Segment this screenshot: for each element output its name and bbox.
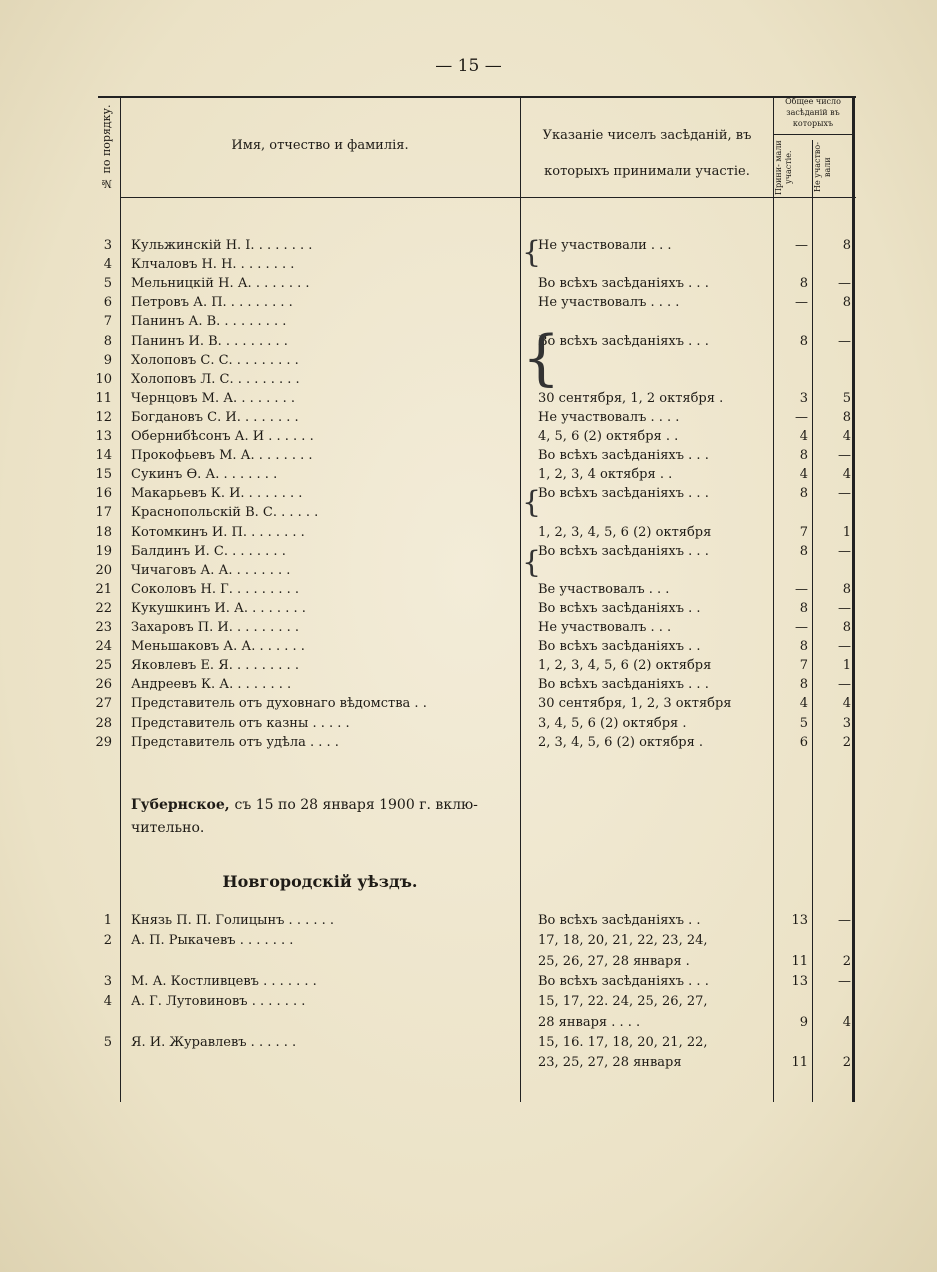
table-row [0, 599, 937, 618]
brace: { [522, 235, 542, 270]
participated-count: 3 [799, 390, 808, 406]
table-row [0, 255, 937, 274]
session-dates: Во всѣхъ засѣданіяхъ . . . [538, 448, 709, 464]
participated-count: 11 [791, 953, 808, 969]
person-name: Чичаговъ А. А. . . . . . . . [131, 562, 291, 578]
not-participated-count: 1 [842, 658, 851, 674]
not-participated-count: — [838, 973, 851, 989]
not-participated-count: — [838, 677, 851, 693]
session-dates: Во всѣхъ засѣданіяхъ . . . [538, 677, 709, 693]
person-name: Котомкинъ И. П. . . . . . . . [131, 524, 305, 540]
session-dates: Не участвовалъ . . . . [538, 295, 680, 311]
district-heading: Новгородскій уѣздъ. [222, 872, 418, 891]
row-number: 27 [95, 696, 112, 712]
person-name: Холоповъ Л. С. . . . . . . . . [131, 371, 300, 387]
table-row [0, 580, 937, 599]
section-rest: съ 15 по 28 января 1900 г. вклю- [234, 797, 478, 813]
table-row [0, 427, 937, 446]
person-name: Прокофьевъ М. А. . . . . . . . [131, 448, 313, 464]
header-sub-rule [773, 134, 853, 135]
header-name: Имя, отчество и фамилія. [231, 138, 409, 153]
participated-count: 8 [799, 677, 808, 693]
not-participated-count: 4 [842, 429, 851, 444]
participated-count: 5 [799, 715, 808, 731]
session-dates: Не участвовали . . . [538, 238, 672, 253]
not-participated-count: 8 [842, 620, 851, 635]
table-row [0, 952, 937, 971]
table-row [0, 911, 937, 930]
row-number: 22 [95, 600, 112, 616]
session-dates: 30 сентября, 1, 2, 3 октября [538, 696, 732, 712]
row-number: 17 [95, 505, 112, 521]
participated-count: 8 [799, 333, 808, 349]
session-dates: 3, 4, 5, 6 (2) октября . [538, 715, 687, 731]
not-participated-count: 5 [842, 390, 851, 406]
row-number: 18 [95, 524, 112, 540]
table-row [0, 332, 937, 351]
session-dates: 1, 2, 3, 4, 5, 6 (2) октября [538, 658, 712, 674]
row-number: 6 [103, 295, 112, 311]
session-dates: Во всѣхъ засѣданіяхъ . . . [538, 276, 709, 292]
participated-count: 8 [799, 600, 808, 616]
person-name: Соколовъ Н. Г. . . . . . . . . [131, 581, 299, 597]
participated-count: 8 [799, 276, 808, 292]
session-dates: Не участвовалъ . . . . [538, 409, 680, 425]
session-dates: Ве участвовалъ . . . [538, 581, 670, 597]
person-name: Представитель отъ казны . . . . . [131, 715, 350, 731]
person-name: Клчаловъ Н. Н. . . . . . . . [131, 257, 295, 273]
person-name: А. Г. Лутовиновъ . . . . . . . [131, 994, 306, 1010]
row-number: 20 [95, 562, 112, 578]
participated-count: 4 [799, 467, 808, 483]
person-name: Петровъ А. П. . . . . . . . . [131, 295, 293, 311]
not-participated-count: — [838, 333, 851, 349]
header-bottom-rule [120, 197, 856, 198]
session-dates: Во всѣхъ засѣданіяхъ . . [538, 639, 701, 655]
table-row [0, 992, 937, 1011]
row-number: 14 [95, 448, 112, 464]
row-number: 13 [95, 429, 112, 444]
not-participated-count: 8 [842, 295, 851, 311]
header-total: Общее число засѣданій въ которыхъ [785, 97, 841, 128]
header-dates-line: которыхъ принимали участіе. [544, 164, 750, 179]
not-participated-count: — [838, 543, 851, 559]
session-dates: Во всѣхъ засѣданіяхъ . . . [538, 486, 709, 502]
person-name: Кукушкинъ И. А. . . . . . . . [131, 600, 306, 616]
row-number: 11 [95, 390, 112, 406]
session-dates: 15, 16. 17, 18, 20, 21, 22, [538, 1034, 708, 1050]
row-number: 15 [95, 467, 112, 483]
row-number: 19 [95, 543, 112, 559]
person-name: Сукинъ Ѳ. А. . . . . . . . [131, 467, 278, 483]
row-number: 21 [95, 581, 112, 597]
not-participated-count: — [838, 913, 851, 928]
table-row [0, 408, 937, 427]
table-row [0, 931, 937, 950]
not-participated-count: — [838, 486, 851, 502]
participated-count: 4 [799, 429, 808, 444]
participated-count: 9 [799, 1014, 808, 1030]
row-number: 2 [103, 933, 112, 949]
person-name: А. П. Рыкачевъ . . . . . . . [131, 933, 294, 949]
session-dates: Во всѣхъ засѣданіяхъ . . . [538, 543, 709, 559]
section-bold: Губернское, [131, 797, 230, 813]
header-dates-line: Указаніе чиселъ засѣданій, въ [542, 128, 752, 143]
table-row [0, 236, 937, 255]
not-participated-count: — [838, 276, 851, 292]
row-number: 5 [103, 1034, 112, 1050]
not-participated-count: 4 [842, 1014, 851, 1030]
not-participated-count: 4 [842, 696, 851, 712]
row-number: 4 [103, 994, 112, 1010]
table-row [0, 656, 937, 675]
person-name: Представитель отъ удѣла . . . . [131, 734, 339, 750]
not-participated-count: 2 [842, 734, 851, 750]
participated-count: 7 [799, 524, 808, 540]
person-name: Панинъ А. В. . . . . . . . . [131, 314, 287, 330]
person-name: Балдинъ И. С. . . . . . . . [131, 543, 286, 559]
table-row [0, 675, 937, 694]
not-participated-count: — [838, 639, 851, 655]
session-dates: 17, 18, 20, 21, 22, 23, 24, [538, 933, 708, 949]
person-name: Чернцовъ М. А. . . . . . . . [131, 390, 296, 406]
header-not-participated: Не участво- вали [813, 142, 832, 193]
row-number: 25 [95, 658, 112, 674]
participated-count: 4 [799, 696, 808, 712]
row-number: 5 [103, 276, 112, 292]
not-participated-count: 8 [842, 238, 851, 253]
participated-count: 13 [791, 913, 808, 928]
participated-count: 8 [799, 543, 808, 559]
row-number: 7 [103, 314, 112, 330]
table-row [0, 351, 937, 370]
session-dates: 1, 2, 3, 4, 5, 6 (2) октября [538, 524, 712, 540]
table-row [0, 370, 937, 389]
person-name: М. А. Костливцевъ . . . . . . . [131, 973, 317, 989]
session-dates: Во всѣхъ засѣданіяхъ . . [538, 600, 701, 616]
row-number: 1 [103, 913, 112, 928]
participated-count: 8 [799, 486, 808, 502]
participated-count: 6 [799, 734, 808, 750]
not-participated-count: 2 [842, 953, 851, 969]
table-row [0, 1013, 937, 1032]
participated-count: — [795, 581, 808, 597]
row-number: 29 [95, 734, 112, 750]
session-dates: Во всѣхъ засѣданіяхъ . . . [538, 333, 709, 349]
participated-count: — [795, 409, 808, 425]
header-participated: Прини- мали участіе. [774, 140, 793, 195]
participated-count: — [795, 238, 808, 253]
row-number: 3 [103, 973, 112, 989]
not-participated-count: 1 [842, 524, 851, 540]
person-name: Богдановъ С. И. . . . . . . . [131, 409, 299, 425]
header-number: № по порядку. [100, 104, 113, 191]
row-number: 16 [95, 486, 112, 502]
section-heading [131, 797, 478, 813]
not-participated-count: 4 [842, 467, 851, 483]
not-participated-count: 3 [842, 715, 851, 731]
participated-count: 8 [799, 639, 808, 655]
page-number: — 15 — [435, 56, 502, 76]
table-row [0, 637, 937, 656]
row-number: 24 [95, 639, 112, 655]
table-row [0, 618, 937, 637]
table-row [0, 1053, 937, 1072]
table-row [0, 293, 937, 312]
session-dates: 30 сентября, 1, 2 октября . [538, 390, 724, 406]
row-number: 10 [95, 371, 112, 387]
session-dates: 1, 2, 3, 4 октября . . [538, 467, 673, 483]
person-name: Меньшаковъ А. А. . . . . . . [131, 639, 305, 655]
table-row [0, 694, 937, 713]
not-participated-count: 8 [842, 409, 851, 425]
row-number: 26 [95, 677, 112, 693]
row-number: 23 [95, 620, 112, 635]
not-participated-count: — [838, 448, 851, 464]
participated-count: — [795, 620, 808, 635]
not-participated-count: — [838, 600, 851, 616]
row-number: 12 [95, 409, 112, 425]
row-number: 4 [103, 257, 112, 273]
table-row [0, 523, 937, 542]
table-row [0, 561, 937, 580]
session-dates: Во всѣхъ засѣданіяхъ . . . [538, 973, 709, 989]
not-participated-count: 2 [842, 1055, 851, 1071]
session-dates: 25, 26, 27, 28 января . [538, 953, 690, 969]
person-name: Представитель отъ духовнаго вѣдомства . . [131, 696, 427, 712]
person-name: Панинъ И. В. . . . . . . . . [131, 333, 288, 349]
session-dates: 2, 3, 4, 5, 6 (2) октября . [538, 734, 704, 750]
brace: { [522, 545, 542, 580]
table-row [0, 484, 937, 503]
person-name: Андреевъ К. А. . . . . . . . [131, 677, 292, 693]
table-row [0, 503, 937, 522]
participated-count: 7 [799, 658, 808, 674]
brace: { [522, 323, 561, 393]
row-number: 28 [95, 715, 112, 731]
table-row [0, 714, 937, 733]
row-number: 8 [103, 333, 112, 349]
participated-count: 11 [791, 1055, 808, 1071]
person-name: Мельницкій Н. А. . . . . . . . [131, 276, 310, 292]
participated-count: — [795, 295, 808, 311]
person-name: Кульжинскій Н. I. . . . . . . . [131, 238, 313, 253]
not-participated-count: 8 [842, 581, 851, 597]
table-top-rule [98, 96, 856, 98]
header-dates [521, 118, 773, 190]
session-dates: 23, 25, 27, 28 января [538, 1055, 682, 1071]
person-name: Холоповъ С. С. . . . . . . . . [131, 352, 299, 368]
person-name: Макарьевъ К. И. . . . . . . . [131, 486, 303, 502]
row-number: 3 [103, 238, 112, 253]
session-dates: 28 января . . . . [538, 1014, 641, 1030]
table-row [0, 1033, 937, 1052]
table-row [0, 274, 937, 293]
session-dates: Во всѣхъ засѣданіяхъ . . [538, 913, 701, 928]
person-name: Краснопольскій В. С. . . . . . [131, 505, 319, 521]
session-dates: Не участвовалъ . . . [538, 620, 672, 635]
person-name: Обернибѣсонъ А. И . . . . . . [131, 429, 314, 444]
participated-count: 13 [791, 973, 808, 989]
session-dates: 4, 5, 6 (2) октября . . [538, 429, 679, 444]
table-row [0, 465, 937, 484]
person-name: Я. И. Журавлевъ . . . . . . [131, 1034, 297, 1050]
person-name: Князь П. П. Голицынъ . . . . . . [131, 913, 335, 928]
person-name: Захаровъ П. И. . . . . . . . . [131, 620, 299, 635]
session-dates: 15, 17, 22. 24, 25, 26, 27, [538, 994, 708, 1010]
table-row [0, 972, 937, 991]
row-number: 9 [103, 352, 112, 368]
section-rest: чительно. [131, 820, 205, 836]
brace: { [522, 485, 542, 520]
participated-count: 8 [799, 448, 808, 464]
table-row [0, 446, 937, 465]
table-row [0, 733, 937, 752]
table-row [0, 312, 937, 331]
table-row [0, 389, 937, 408]
table-row [0, 542, 937, 561]
section-heading-line2 [131, 820, 204, 836]
person-name: Яковлевъ Е. Я. . . . . . . . . [131, 658, 299, 674]
